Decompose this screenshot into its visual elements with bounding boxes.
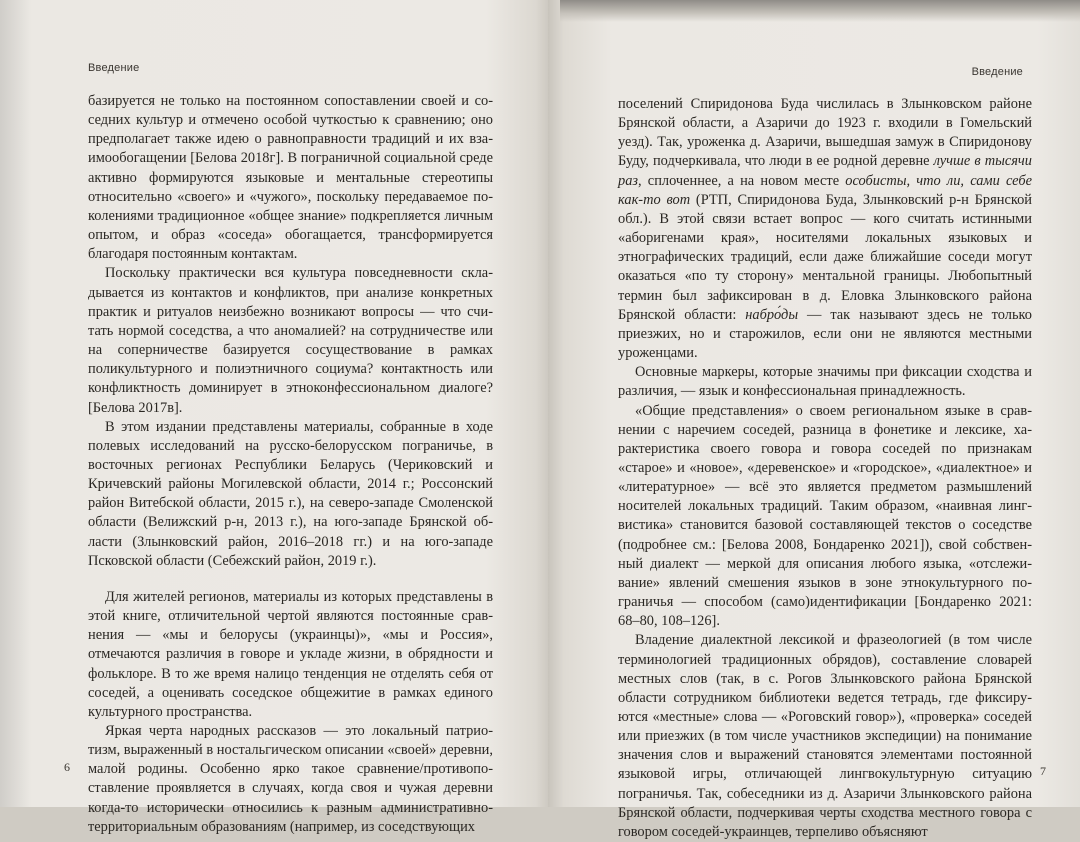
right-page — [548, 0, 1080, 840]
scan-shadow — [560, 0, 1080, 22]
page-edge-shading — [0, 0, 30, 807]
left-page-text — [88, 92, 493, 837]
running-head-left: Введение — [88, 62, 140, 74]
paragraph: Яркая черта народных рассказов — это локальный патриотизм, выраженный в ностальгическом описании «своей» деревни, малой родины. Особенно ярко такое сравнение/противопоставление проявляется в случаях, когда своя и чужая деревни когда-то исторически относились к разным административно-территориальным образованиям (например, из соседствующих — [88, 723, 493, 835]
paragraph: В этом издании представлены материалы, собранные в ходе полевых исследований на русско-белорусском пограничье, в восточных регионах Республики Беларусь (Чериковский и Кричевский районы Могилевской области, 2014 г.; Россонский район Витебской области, 2015 г.), на северо-западе Смоленской области (Велижский р-н, 2013 г.), на юго-западе Брянской области (Злынковский район, 2016–2018 гг.) и на юго-западе Псковской области (Себежский район, 2019 г.). — [88, 418, 493, 569]
paragraph: поселений Спиридонова Буда числилась в Злынковском районе Брянской области, а Азаричи до 1923 г. входили в Гомельский уезд). Так, уроженка д. Азаричи, вышедшая замуж в Спиридонову Буду, подчеркивала, что люди в ее родной деревне лучше в тысячи раз, сплоченнее, а на новом месте особисты, что ли, сами себе как-то вот (РТП, Спиридонова Буда, Злынковский р-н Брянской обл.). В этой связи встает вопрос — кого считать истинными «аборигенами края», носителями локальных языковых и этнографических традиций, если даже ближайшие соседи могут оказаться «по ту сторону» ментальной границы. Любопытный термин был зафиксирован в д. Еловка Злынковского района Брянской области: набро́ды — так называют здесь не только приезжих, но и старожилов, если они не являются местными уроженцами. — [618, 96, 1032, 362]
paragraph: Для жителей регионов, материалы из которых представлены в этой книге, отличительной чертой являются постоянные сравнения — «мы и белорусы (украинцы)», «мы и Россия», отмечаются различия в говоре и укладе жизни, в обрядности и фольклоре. В то же время налицо тенденция не отделять себя от соседей, а оценивать соседское общежитие в рамках единого культурного пространства. — [88, 588, 493, 720]
paragraph: Поскольку практически вся культура повседневности складывается из контактов и конфликтов, при анализе конкретных практик и ритуалов неизбежно возникают вопросы — что считать нормой соседства, а что аномалией? на сотрудничестве или на соперничестве базируется сосуществование в рамках поликультурного и полиэтничного социума? контактность или конфликтность доминирует в этноконфессиональном диалоге? [Белова 2017в]. — [88, 265, 493, 416]
paragraph: Основные маркеры, которые значимы при фиксации сходства и различия, — язык и конфессиональная принадлежность. — [618, 364, 1032, 400]
paragraph: «Общие представления» о своем региональном языке в сравнении с наречием соседей, разница в фонетике и лексике, характеристика своего говора и говора соседей по признакам «старое» и «новое», «деревенское» и «городское», «диалектное» и «литературное» — всё это является предметом размышлений носителей локальных традиций. Таким образом, «наивная лингвистика» становится базовой составляющей текстов о соседстве (подробнее см.: [Белова 2008, Бондаренко 2021]), свой собственный диалект — меркой для описания любого языка, «отслеживание» явлений смешения языков в зоне этнокультурного пограничья — способом (само)идентификации [Бондаренко 2021: 68–80, 108–126]. — [618, 402, 1032, 630]
paragraph: базируется не только на постоянном сопоставлении своей и соседних культур и отмечено особой чуткостью к сравнению; оно предполагает также идею о равноправности традиций и их взаимообогащении [Белова 2018г]. В пограничной социальной среде активно формируются языковые и ментальные стереотипы относительно «своего» и «чужого», поскольку передаваемое поколениями традиционное «общее знание» подкрепляется личным опытом, и образ «соседа» обогащается, трансформируется благодаря постоянным контактам. — [88, 93, 493, 263]
paragraph: Владение диалектной лексикой и фразеологией (в том числе терминологией традиционных обрядов), составление словарей местных слов (так, в с. Рогов Злынковского района Брянской области сотрудником библиотеки ведется тетрадь, где фиксируются «местные» слова — «Роговский говор»), «проверка» соседей или приезжих (в том числе участников экспедиции) на понимание значения слов и выражений становятся элементами постоянной языковой игры, отличающей лингвокультурную ситуацию пограничья. Так, собеседники из д. Азаричи Злынковского района Брянской области, подчеркивая черты сходства местного говора с говором соседей-украинцев, терпеливо объясняют — [618, 632, 1032, 840]
right-page-text — [618, 95, 1032, 842]
page-number-right: 7 — [1040, 764, 1046, 778]
page-number-left: 6 — [64, 760, 70, 774]
running-head-right: Введение — [971, 66, 1023, 78]
